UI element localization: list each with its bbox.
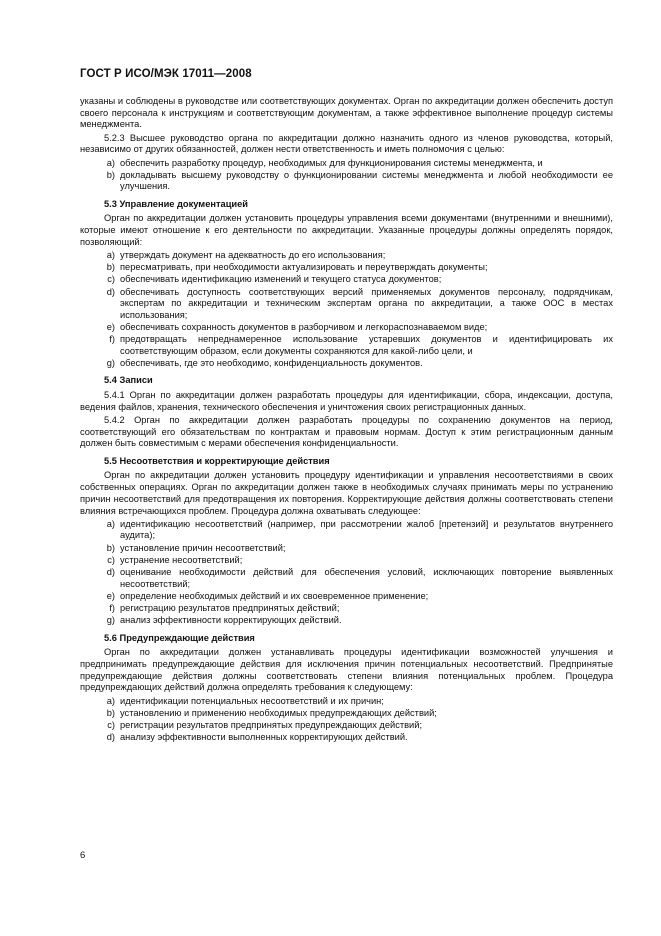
list-text: анализу эффективности выполненных корректирующих действий.	[120, 732, 408, 743]
list-label: a)	[106, 695, 115, 706]
list-item	[80, 287, 613, 322]
list-label: g)	[106, 615, 115, 626]
list-item	[80, 591, 613, 603]
list-item	[80, 262, 613, 274]
section-heading-5-5: 5.5 Несоответствия и корректирующие действия	[104, 455, 330, 466]
list-item	[80, 603, 613, 615]
list-item	[80, 555, 613, 567]
list-item	[80, 543, 613, 555]
list-item	[80, 519, 613, 542]
list-label: a)	[106, 518, 115, 529]
list-text: оценивание необходимости действий для обеспечения условий, исключающих повторение выявленных несоответствий;	[120, 567, 613, 589]
page-number: 6	[80, 850, 86, 861]
list-text: предотвращать непреднамеренное использование устаревших документов и идентифицировать их соответствующим образом, если документы сохраняются для какой-либо цели, и	[120, 334, 613, 357]
list-item	[80, 720, 613, 732]
list-label: d)	[106, 286, 115, 297]
list-text: установлению и применению необходимых предупреждающих действий;	[120, 707, 437, 718]
list-label: c)	[107, 719, 115, 730]
list-text: обеспечивать доступность соответствующих версий применяемых документов персоналу, подрядчикам, экспертам по аккредитации и техническим экспертам органа по аккредитации, а также ООС в местах использования;	[120, 286, 613, 320]
list-label: d)	[106, 732, 115, 743]
list-label: a)	[106, 157, 115, 168]
clause-5-4-1: 5.4.1 Орган по аккредитации должен разработать процедуры для идентификации, сбора, индексации, доступа, ведения файлов, хранения, технического обеспечения и уничтожения своих регистрационных данных.	[80, 390, 613, 412]
list-item	[80, 732, 613, 744]
clause-5-2-3: 5.2.3 Высшее руководство органа по аккредитации должно назначить одного из членов руководства, который, независимо от других обязанностей, должен нести ответственность и иметь полномочия с целью:	[80, 132, 613, 155]
list-label: f)	[109, 334, 115, 345]
list-item	[80, 322, 613, 334]
list-label: g)	[106, 358, 115, 369]
list-text: устранение несоответствий;	[120, 554, 243, 565]
list-text: докладывать высшему руководству о функционировании системы менеджмента и любой необходимости ее улучшения.	[120, 169, 613, 192]
list-label: a)	[106, 249, 115, 260]
list-label: c)	[107, 554, 115, 565]
list-text: обеспечивать идентификацию изменений и текущего статуса документов;	[120, 274, 442, 285]
list-item	[80, 696, 613, 708]
list-label: e)	[106, 322, 115, 333]
section-5-5-text: Орган по аккредитации должен установить процедуру идентификации и управления несоответствиями в своих собственных операциях. Орган по аккредитации должен также в необходимых случаях принимать меры по устранению причин несоответствий для предотвращения их повторения. Корректирующие действия должны соответствовать степени влияния встречающихся проблем. Процедура должна охватывать следующее:	[80, 470, 613, 516]
list-text: пересматривать, при необходимости актуализировать и переутверждать документы;	[120, 262, 488, 273]
list-label: b)	[106, 169, 115, 180]
section-heading-5-6: 5.6 Предупреждающие действия	[104, 632, 255, 643]
list-text: установление причин несоответствий;	[120, 542, 286, 553]
list-item	[80, 334, 613, 357]
list-text: идентификации потенциальных несоответствий и их причин;	[120, 695, 384, 706]
list-text: регистрацию результатов предпринятых действий;	[120, 603, 340, 614]
list-text: утверждать документ на адекватность до его использования;	[120, 249, 386, 260]
list-label: b)	[106, 542, 115, 553]
clause-5-4-2: 5.4.2 Орган по аккредитации должен разработать процедуры по сохранению документов на период, соответствующий его обязательствам по контрактам и правовым нормам. Доступ к этим регистрационным данным должен быть совместимым с мерами обеспечения конфиденциальности.	[80, 415, 613, 449]
list-label: b)	[106, 262, 115, 273]
section-5-6-text: Орган по аккредитации должен устанавливать процедуры идентификации возможностей улучшения и предпринимать предупреждающие действия для исключения причин потенциальных несоответствий. Предпринятые предупреждающие действия должны соответствовать степени влияния потенциальных проблем. Процедура предупреждающих действий должна определять требования к следующему:	[80, 647, 613, 693]
list-item	[80, 250, 613, 262]
list-label: d)	[106, 567, 115, 578]
section-heading-5-4: 5.4 Записи	[104, 375, 153, 386]
list-label: e)	[106, 590, 115, 601]
section-5-3-text: Орган по аккредитации должен установить процедуры управления всеми документами (внутренними и внешними), которые имеют отношение к его деятельности по аккредитации. Указанные процедуры должны определять порядок, позволяющий:	[80, 213, 613, 247]
list-item	[80, 615, 613, 627]
page-header-title: ГОСТ Р ИСО/МЭК 17011—2008	[80, 68, 252, 80]
section-heading-5-3: 5.3 Управление документацией	[104, 198, 249, 209]
intro-paragraph: указаны и соблюдены в руководстве или соответствующих документах. Орган по аккредитации должен обеспечить доступ своего персонала к инструкциям и соответствующим документам, а также эффективное выполнение процедур системы менеджмента.	[80, 96, 613, 130]
list-item	[80, 170, 613, 193]
list-label: c)	[107, 274, 115, 285]
list-label: f)	[109, 603, 115, 614]
list-text: обеспечить разработку процедур, необходимых для функционирования системы менеджмента, и	[120, 157, 543, 168]
list-text: регистрации результатов предпринятых предупреждающих действий;	[120, 719, 423, 730]
list-text: обеспечивать сохранность документов в разборчивом и легкораспознаваемом виде;	[120, 322, 488, 333]
list-item	[80, 158, 613, 170]
list-item	[80, 274, 613, 286]
list-text: определение необходимых действий и их своевременное применение;	[120, 590, 429, 601]
list-label: b)	[106, 707, 115, 718]
list-text: обеспечивать, где это необходимо, конфиденциальность документов.	[120, 358, 423, 369]
list-text: анализ эффективности корректирующих действий.	[120, 615, 342, 626]
list-item	[80, 358, 613, 370]
page-content	[80, 96, 613, 744]
list-item	[80, 567, 613, 590]
list-text: идентификацию несоответствий (например, при рассмотрении жалоб [претензий] и результатов внутреннего аудита);	[120, 518, 613, 541]
list-item	[80, 708, 613, 720]
